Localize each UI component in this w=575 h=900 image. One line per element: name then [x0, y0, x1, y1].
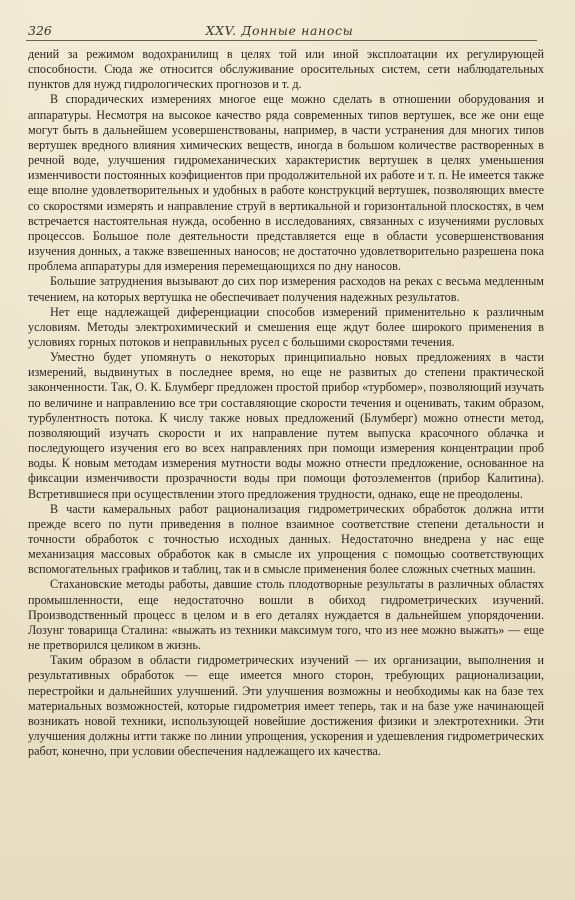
- running-title: XXV. Донные наносы: [205, 23, 354, 38]
- paragraph: дений за режимом водохранилищ в целях той или иной эксплоатации их регулирующей способности. Сюда же относится обслуживание оросительных систем, сети наблюдательных пунктов для нужд гидрологических прогнозов и т. д.: [28, 47, 544, 92]
- paragraph: Стахановские методы работы, давшие столь плодотворные результаты в различных областях промышленности, еще недостаточно вошли в обиход гидрометрических изучений. Производственный процесс в целом и в его деталях нуждается в дальнейшем упорядочении. Лозунг товарища Сталина: «выжать из техники максимум того, что из нее можно выжать» — еще не претворился целиком в жизнь.: [28, 577, 544, 653]
- paragraph: Нет еще надлежащей диференциации способов измерений применительно к различным условиям. Методы электрохимический и смешения еще ждут более широкого применения в условиях горных потоков и неправильных русел с большими скоростями течения.: [28, 304, 544, 349]
- paragraph: В спорадических измерениях многое еще можно сделать в отношении оборудования и аппаратуры. Несмотря на высокое качество ряда современных типов вертушек, все же они еще могут быть в дальнейшем усовершенствованы, например, в части устранения для многих типов вертушек вредного влияния химических веществ, иногда в большом количестве растворенных в речной воде, улучшения гидромеханических характеристик вертушек в целях уменьшения изменчивости постоянных коэфициентов при продолжительной их работе и т. п. Не имеется также еще вполне удовлетворительных и удобных в работе конструкций вертушек, позволяющих вместе со скоростями измерять и направление струй в вертикальной и горизонтальной плоскостях, в чем встречается настоятельная нужда, особенно в исследованиях, связанных с изучениями русловых процессов. Большое поле деятельности представляется еще в области усовершенствования изучения донных, а также взвешенных наносов; не достаточно удовлетворительно разрешена пока проблема аппаратуры для измерения перемещающихся по дну наносов.: [28, 92, 544, 274]
- header-rule: [26, 40, 537, 41]
- paragraph: Большие затруднения вызывают до сих пор измерения расходов на реках с весьма медленным течением, на которых вертушка не обеспечивает получения надежных результатов.: [28, 274, 544, 304]
- paragraph: В части камеральных работ рационализация гидрометрических обработок должна итти прежде всего по пути приведения в полное взаимное соответствие степени детальности и точности обработок с точностью исходных данных. Недостаточно внедрена у нас еще механизация массовых обработок как в смысле их упрощения с помощью соответствующих вспомогательных графиков и таблиц, так и в смысле применения более сложных счетных машин.: [28, 501, 544, 577]
- page-header: [24, 23, 535, 39]
- body-text: [28, 47, 544, 759]
- paragraph: Таким образом в области гидрометрических изучений — их организации, выполнения и результативных обработок — еще имеется много сторон, требующих рационализации, перестройки и дальнейших улучшений. Эти улучшения возможны и необходимы как на базе тех материальных возможностей, которые гидрометрия имеет теперь, так и на базе уже начинающей возникать новой техники, использующей новейшие достижения физики и электротехники. Эти улучшения должны итти также по линии упрощения, ускорения и удешевления гидрометрических работ, конечно, при условии обеспечения надлежащего их качества.: [28, 653, 544, 759]
- paragraph: Уместно будет упомянуть о некоторых принципиально новых предложениях в части измерений, выдвинутых в последнее время, но еще не развитых до степени практической законченности. Так, О. К. Блумберг предложен простой прибор «турбомер», позволяющий изучать по величине и направлению все три составляющие скорости течения и оценивать, таким образом, турбулентность потока. К числу также новых предложений (Блумберг) можно отнести метод, позволяющий изучать скорости и их направление путем выпуска красочного облачка и последующего изучения его во всех направлениях при помощи измерения концентрации проб воды. К новым методам измерения мутности воды можно отнести предложение, основанное на фиксации изменчивости прозрачности воды при помощи фотоэлементов (прибор Калитина). Встретившиеся при осуществлении этого предложения трудности, однако, еще не преодолены.: [28, 350, 544, 501]
- page-number: 326: [28, 23, 52, 38]
